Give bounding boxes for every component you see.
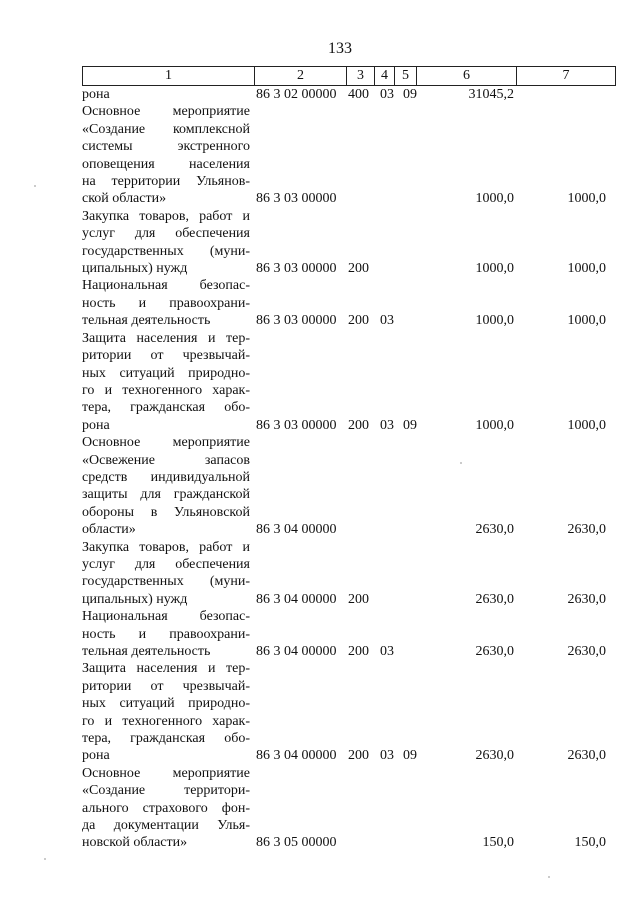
description-line: тера, гражданская обо- <box>82 400 250 416</box>
cell-value-col7: 150,0 <box>574 835 606 851</box>
description-line: Защита населения и тер- <box>82 661 250 677</box>
cell-code: 86 3 04 00000 <box>256 644 337 660</box>
description-line: го и техногенного харак- <box>82 382 250 398</box>
description-line: оповещения населения <box>82 156 250 172</box>
cell-code: 86 3 03 00000 <box>256 313 337 329</box>
table-row <box>82 208 622 278</box>
description-line: государственных (муни- <box>82 574 250 590</box>
description-line: «Освежение запасов <box>82 452 250 468</box>
cell-value-col6: 1000,0 <box>475 191 514 207</box>
cell-code: 86 3 05 00000 <box>256 835 337 851</box>
cell-expense-group: 200 <box>348 748 369 764</box>
cell-value-col6: 1000,0 <box>475 417 514 433</box>
description-line: системы экстренного <box>82 139 250 155</box>
header-col-3: 3 <box>346 67 374 85</box>
cell-value-col7: 1000,0 <box>567 313 606 329</box>
description-line: рона <box>82 417 110 433</box>
description-line: государственных (муни- <box>82 243 250 259</box>
header-col-6: 6 <box>416 67 516 85</box>
cell-subsection: 09 <box>403 87 417 103</box>
cell-expense-group: 200 <box>348 644 369 660</box>
description-line: новской области» <box>82 835 188 851</box>
cell-section: 03 <box>380 748 394 764</box>
description-line: защиты для гражданской <box>82 487 250 503</box>
description-line: ципальных) нужд <box>82 261 188 277</box>
description-line: «Создание территори- <box>82 783 250 799</box>
header-col-5: 5 <box>394 67 416 85</box>
table-row <box>82 103 622 207</box>
table-row <box>82 330 622 434</box>
description-line: ность и правоохрани- <box>82 626 250 642</box>
cell-value-col6: 2630,0 <box>475 591 514 607</box>
cell-value-col7: 2630,0 <box>567 522 606 538</box>
table-row <box>82 277 622 329</box>
description-line: го и техногенного харак- <box>82 713 250 729</box>
cell-value-col6: 2630,0 <box>475 522 514 538</box>
scan-speck <box>34 185 36 187</box>
cell-value-col6: 31045,2 <box>468 87 514 103</box>
description-line: да документации Улья- <box>82 818 250 834</box>
description-line: тельная деятельность <box>82 313 211 329</box>
cell-expense-group: 200 <box>348 591 369 607</box>
description-line: Основное мероприятие <box>82 435 250 451</box>
description-line: Закупка товаров, работ и <box>82 539 250 555</box>
cell-code: 86 3 04 00000 <box>256 748 337 764</box>
cell-expense-group: 200 <box>348 313 369 329</box>
cell-expense-group: 200 <box>348 261 369 277</box>
cell-code: 86 3 04 00000 <box>256 591 337 607</box>
cell-value-col6: 1000,0 <box>475 261 514 277</box>
cell-subsection: 09 <box>403 417 417 433</box>
description-line: средств индивидуальной <box>82 469 250 485</box>
table-row <box>82 660 622 764</box>
description-line: Защита населения и тер- <box>82 330 250 346</box>
description-line: Основное мероприятие <box>82 765 250 781</box>
description-line: рона <box>82 748 110 764</box>
description-line: ритории от чрезвычай- <box>82 348 250 364</box>
table-row <box>82 608 622 660</box>
header-col-4: 4 <box>374 67 394 85</box>
description-line: области» <box>82 522 136 538</box>
description-line: ных ситуаций природно- <box>82 696 250 712</box>
cell-value-col6: 2630,0 <box>475 644 514 660</box>
cell-value-col6: 150,0 <box>482 835 514 851</box>
header-col-1: 1 <box>82 67 254 85</box>
cell-section: 03 <box>380 417 394 433</box>
description-line: услуг для обеспечения <box>82 556 250 572</box>
cell-value-col7: 2630,0 <box>567 644 606 660</box>
description-line: тельная деятельность <box>82 644 211 659</box>
table-row <box>82 539 622 609</box>
description-line: Основное мероприятие <box>82 104 250 120</box>
cell-expense-group: 200 <box>348 417 369 433</box>
description-line: Национальная безопас- <box>82 609 250 625</box>
cell-code: 86 3 04 00000 <box>256 522 337 538</box>
description-line: ципальных) нужд <box>82 591 188 607</box>
cell-subsection: 09 <box>403 748 417 764</box>
cell-section: 03 <box>380 87 394 103</box>
table-header <box>82 66 616 86</box>
cell-section: 03 <box>380 313 394 329</box>
header-col-2: 2 <box>254 67 346 85</box>
cell-code: 86 3 03 00000 <box>256 191 337 207</box>
table-row <box>82 434 622 538</box>
description-line: услуг для обеспечения <box>82 226 250 242</box>
cell-value-col7: 1000,0 <box>567 261 606 277</box>
description-line: ритории от чрезвычай- <box>82 678 250 694</box>
description-line: ных ситуаций природно- <box>82 365 250 381</box>
cell-code: 86 3 03 00000 <box>256 417 337 433</box>
description-line: тера, гражданская обо- <box>82 731 250 747</box>
cell-code: 86 3 02 00000 <box>256 87 337 103</box>
description-line: Национальная безопас- <box>82 278 250 294</box>
cell-section: 03 <box>380 644 394 660</box>
scan-speck <box>548 876 550 878</box>
cell-value-col7: 1000,0 <box>567 191 606 207</box>
cell-value-col6: 2630,0 <box>475 748 514 764</box>
description-line: рона <box>82 87 110 102</box>
cell-code: 86 3 03 00000 <box>256 261 337 277</box>
cell-value-col7: 2630,0 <box>567 748 606 764</box>
cell-value-col7: 2630,0 <box>567 591 606 607</box>
description-line: ального страхового фон- <box>82 800 250 816</box>
description-line: обороны в Ульяновской <box>82 504 250 520</box>
table-row <box>82 86 622 103</box>
description-line: ской области» <box>82 191 167 207</box>
cell-value-col7: 1000,0 <box>567 417 606 433</box>
table-row <box>82 765 622 852</box>
scan-speck <box>460 462 462 464</box>
header-col-7: 7 <box>516 67 616 85</box>
table-body <box>82 86 622 852</box>
scan-speck <box>44 858 46 860</box>
description-line: на территории Ульянов- <box>82 174 250 190</box>
description-line: Закупка товаров, работ и <box>82 208 250 224</box>
cell-value-col6: 1000,0 <box>475 313 514 329</box>
description-line: ность и правоохрани- <box>82 295 250 311</box>
description-line: «Создание комплексной <box>82 121 250 137</box>
cell-expense-group: 400 <box>348 87 369 103</box>
page-number: 133 <box>328 40 352 57</box>
